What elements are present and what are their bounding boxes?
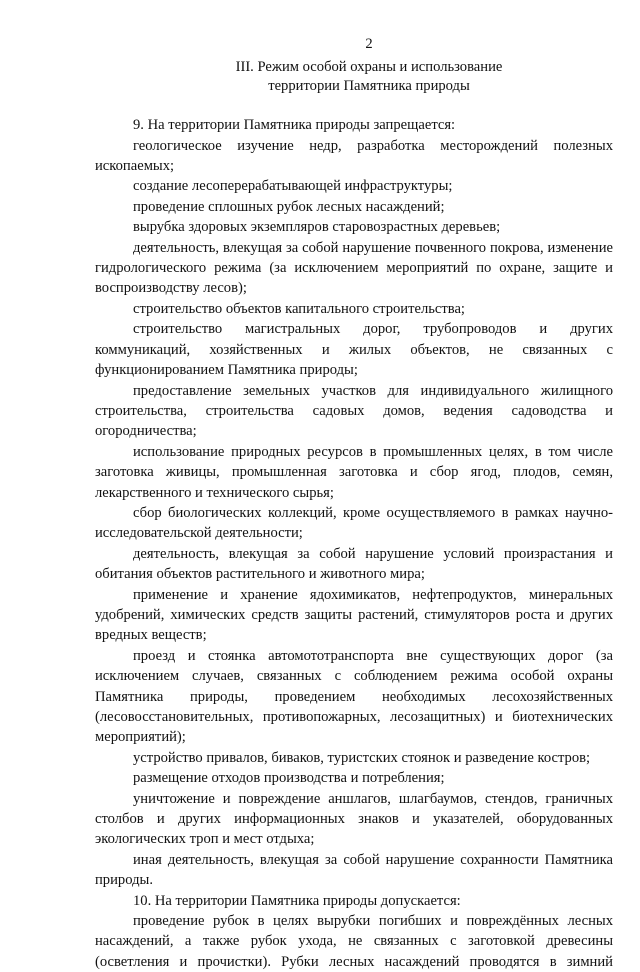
paragraph-item: вырубка здоровых экземпляров старовозрастных деревьев; — [133, 219, 501, 236]
paragraph-item: предоставление земельных участков для индивидуального жилищного строительства, строительства садовых домов, ведения садоводства и огородничества; — [95, 382, 613, 440]
paragraph-item: деятельность, влекущая за собой нарушение условий произрастания и обитания объектов растительного и животного мира; — [95, 545, 613, 583]
paragraph-item: иная деятельность, влекущая за собой нарушение сохранности Памятника природы. — [95, 851, 613, 889]
paragraph-item: создание лесоперерабатывающей инфраструктуры; — [133, 178, 453, 195]
paragraph-item: уничтожение и повреждение аншлагов, шлагбаумов, стендов, граничных столбов и других информационных знаков и указателей, оборудованных экологических троп и мест отдыха; — [95, 790, 613, 848]
paragraph-item: сбор биологических коллекций, кроме осуществляемого в рамках научно-исследовательской деятельности; — [95, 504, 613, 542]
paragraph-clause-10: 10. На территории Памятника природы допускается: — [133, 892, 461, 909]
paragraph-item: размещение отходов производства и потребления; — [133, 770, 445, 787]
paragraph-item: применение и хранение ядохимикатов, нефтепродуктов, минеральных удобрений, химических средств защиты растений, стимуляторов роста и других вредных веществ; — [95, 586, 613, 644]
paragraph-item: устройство привалов, биваков, туристских стоянок и разведение костров; — [133, 749, 591, 766]
section-heading-line-2: территории Памятника природы — [268, 77, 470, 94]
paragraph-item: деятельность, влекущая за собой нарушение почвенного покрова, изменение гидрологического режима (за исключением мероприятий по охране, защите и воспроизводству лесов); — [95, 239, 613, 297]
paragraph-clause-9: 9. На территории Памятника природы запрещается: — [133, 117, 456, 134]
document-page — [95, 34, 613, 972]
paragraph-item: строительство магистральных дорог, трубопроводов и других коммуникаций, хозяйственных и жилых объектов, не связанных с функционированием Памятника природы; — [95, 321, 613, 379]
paragraph-item: строительство объектов капитального строительства; — [133, 300, 465, 317]
section-heading-line-1: III. Режим особой охраны и использование — [235, 59, 503, 76]
section-heading — [125, 58, 613, 95]
paragraph-item: использование природных ресурсов в промышленных целях, в том числе заготовка живицы, промышленная заготовка и сбор ягод, плодов, семян, лекарственного и технического сырья; — [95, 443, 613, 501]
paragraph-item: проезд и стоянка автомототранспорта вне существующих дорог (за исключением случаев, связанных с соблюдением режима особой охраны Памятника природы, проведением необходимых лесохозяйственных (лесовосстановительных, противопожарных, лесозащитных) и биотехнических мероприятий); — [95, 647, 613, 746]
paragraph-item: проведение рубок в целях вырубки погибших и повреждённых лесных насаждений, а также рубок ухода, не связанных с заготовкой древесины (осветления и прочистки). Рубки лесных насаждений проводятся в зимний — [95, 913, 613, 970]
page-number: 2 — [365, 36, 373, 52]
paragraph-item: геологическое изучение недр, разработка месторождений полезных ископаемых; — [95, 137, 613, 175]
paragraph-item: проведение сплошных рубок лесных насаждений; — [133, 198, 445, 215]
